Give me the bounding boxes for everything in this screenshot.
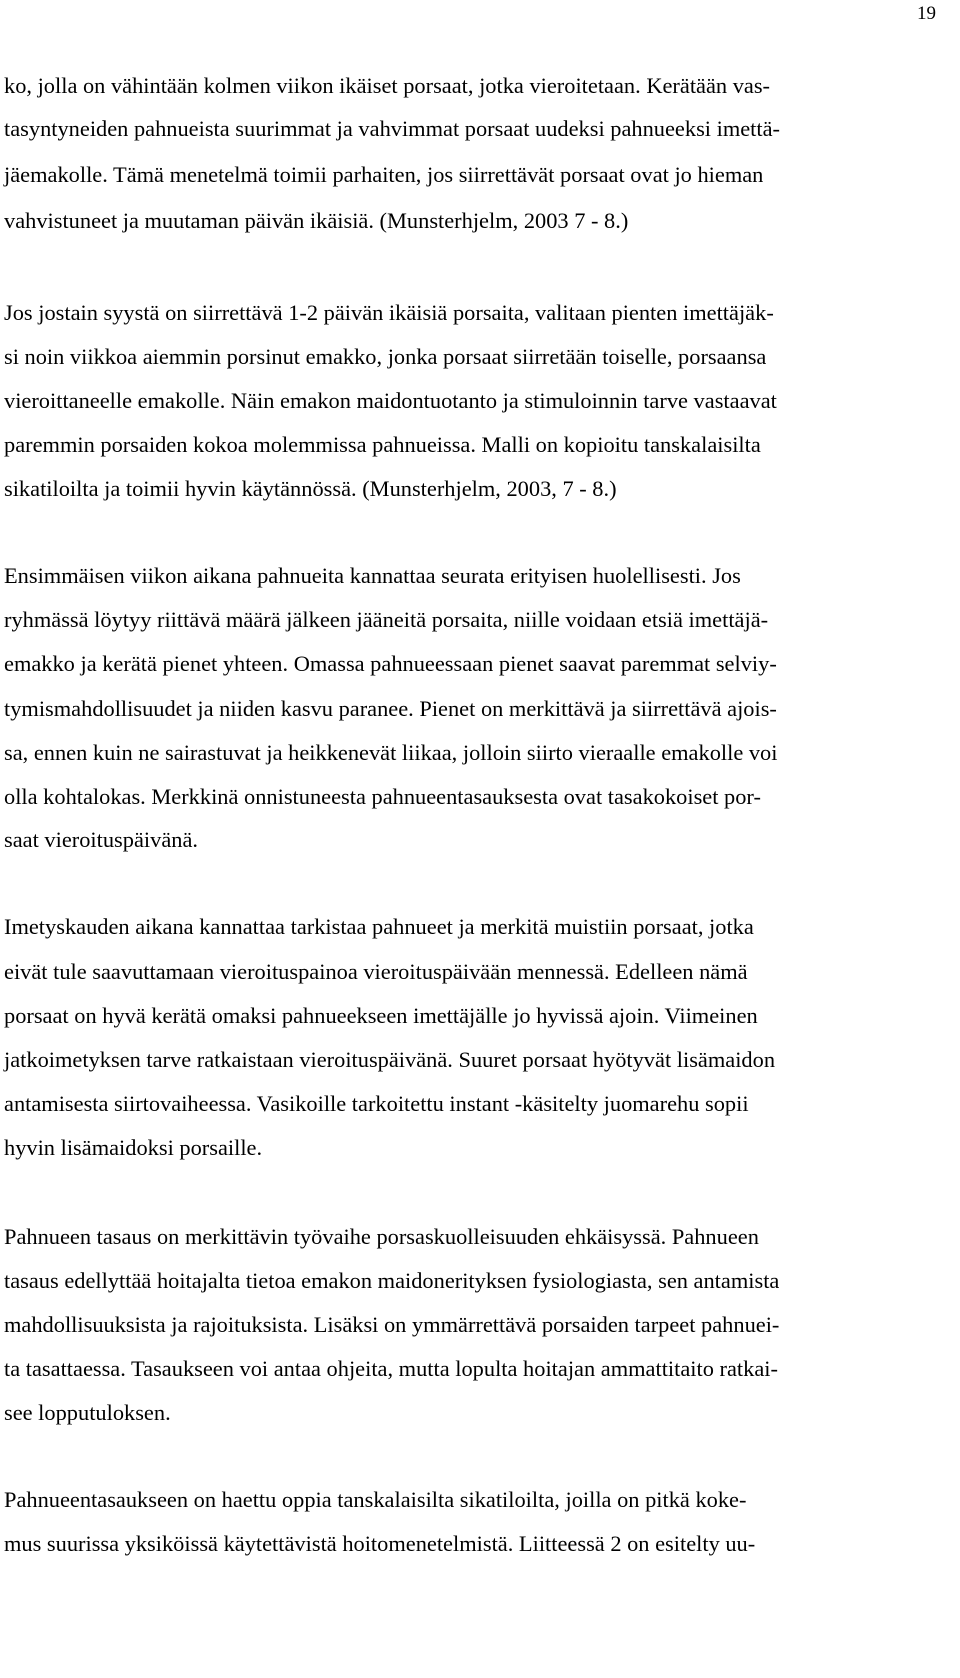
text-line: vieroittaneelle emakolle. Näin emakon maidontuotanto ja stimuloinnin tarve vastaavat (4, 388, 777, 413)
text-line: ryhmässä löytyy riittävä määrä jälkeen jääneitä porsaita, niille voidaan etsiä imettäjä- (4, 607, 769, 632)
text-line: mahdollisuuksista ja rajoituksista. Lisäksi on ymmärrettävä porsaiden tarpeet pahnuei- (4, 1312, 780, 1337)
text-line: tasyntyneiden pahnueista suurimmat ja vahvimmat porsaat uudeksi pahnueeksi imettä- (4, 116, 781, 141)
text-line: Imetyskauden aikana kannattaa tarkistaa pahnueet ja merkitä muistiin porsaat, jotka (4, 914, 754, 939)
text-line: jäemakolle. Tämä menetelmä toimii parhaiten, jos siirrettävät porsaat ovat jo hieman (4, 162, 764, 187)
text-line: emakko ja kerätä pienet yhteen. Omassa pahnueessaan pienet saavat paremmat selviy- (4, 651, 777, 676)
text-line: jatkoimetyksen tarve ratkaistaan vieroituspäivänä. Suuret porsaat hyötyvät lisämaidon (4, 1047, 776, 1072)
text-line: mus suurissa yksiköissä käytettävistä hoitomenetelmistä. Liitteessä 2 on esitelty uu- (4, 1531, 756, 1556)
text-line: Pahnueentasaukseen on haettu oppia tanskalaisilta sikatiloilta, joilla on pitkä koke- (4, 1487, 747, 1512)
page-number: 19 (917, 3, 936, 24)
text-line: si noin viikkoa aiemmin porsinut emakko, jonka porsaat siirretään toiselle, porsaansa (4, 344, 767, 369)
text-line: Pahnueen tasaus on merkittävin työvaihe porsaskuolleisuuden ehkäisyssä. Pahnueen (4, 1224, 759, 1249)
text-line: vahvistuneet ja muutaman päivän ikäisiä. (Munsterhjelm, 2003 7 - 8.) (4, 208, 629, 233)
text-line: sikatiloilta ja toimii hyvin käytännössä. (Munsterhjelm, 2003, 7 - 8.) (4, 476, 617, 501)
text-line: Ensimmäisen viikon aikana pahnueita kannattaa seurata erityisen huolellisesti. Jos (4, 563, 741, 588)
text-line: porsaat on hyvä kerätä omaksi pahnueekseen imettäjälle jo hyvissä ajoin. Viimeinen (4, 1003, 758, 1028)
text-line: hyvin lisämaidoksi porsaille. (4, 1135, 263, 1160)
text-line: ko, jolla on vähintään kolmen viikon ikäiset porsaat, jotka vieroitetaan. Kerätään vas- (4, 73, 771, 98)
text-line: Jos jostain syystä on siirrettävä 1-2 päivän ikäisiä porsaita, valitaan pienten imettäjäk- (4, 300, 774, 325)
text-line: tasaus edellyttää hoitajalta tietoa emakon maidonerityksen fysiologiasta, sen antamista (4, 1268, 780, 1293)
text-line: eivät tule saavuttamaan vieroituspainoa vieroituspäivään mennessä. Edelleen nämä (4, 959, 748, 984)
text-line: paremmin porsaiden kokoa molemmissa pahnueissa. Malli on kopioitu tanskalaisilta (4, 432, 761, 457)
text-line: antamisesta siirtovaiheessa. Vasikoille tarkoitettu instant -käsitelty juomarehu sopii (4, 1091, 749, 1116)
text-line: see lopputuloksen. (4, 1400, 171, 1425)
text-line: tymismahdollisuudet ja niiden kasvu paranee. Pienet on merkittävä ja siirrettävä ajois- (4, 696, 777, 721)
text-line: olla kohtalokas. Merkkinä onnistuneesta pahnueentasauksesta ovat tasakokoiset por- (4, 784, 761, 809)
text-line: sa, ennen kuin ne sairastuvat ja heikkenevät liikaa, jolloin siirto vieraalle emakolle voi (4, 740, 778, 765)
text-line: ta tasattaessa. Tasaukseen voi antaa ohjeita, mutta lopulta hoitajan ammattitaito ratkai- (4, 1356, 778, 1381)
text-line: saat vieroituspäivänä. (4, 827, 198, 852)
